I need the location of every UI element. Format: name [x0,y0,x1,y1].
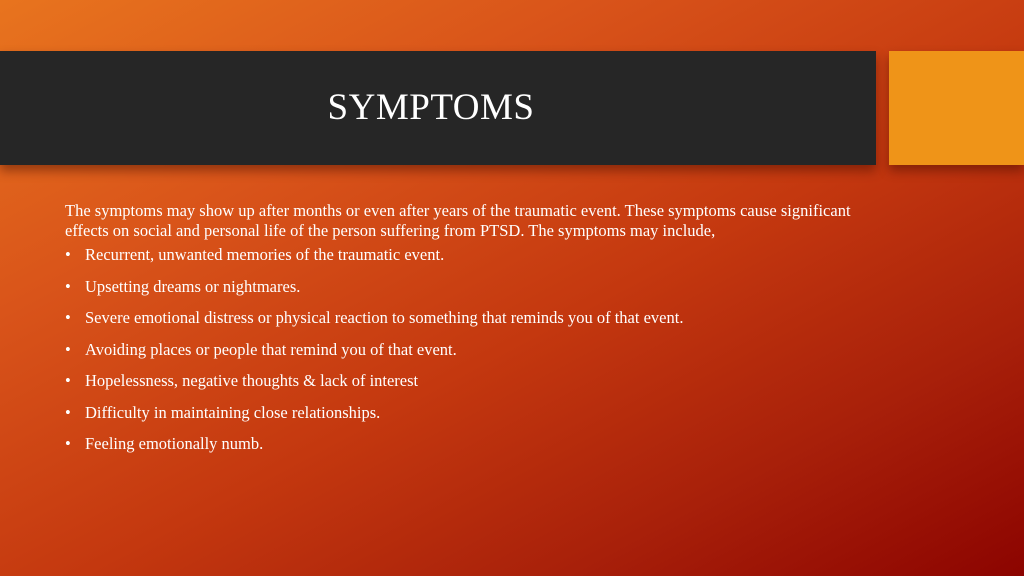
bullet-icon: • [65,402,71,422]
bullet-text: Recurrent, unwanted memories of the traumatic event. [85,245,445,264]
bullet-icon: • [65,434,71,453]
bullet-text: Feeling emotionally numb. [85,434,264,453]
bullet-text: Hopelessness, negative thoughts & lack of interest [85,371,419,390]
bullet-text: Avoiding places or people that remind you of that event. [85,339,457,359]
bullet-item [65,308,865,328]
accent-square [889,51,1024,165]
bullet-text: Severe emotional distress or physical reaction to something that reminds you of that event. [85,308,684,327]
bullet-icon: • [65,245,71,264]
bullet-icon: • [65,276,71,296]
bullet-text: Difficulty in maintaining close relationships. [85,402,381,422]
title-bar [0,51,876,165]
bullet-item [65,277,865,297]
bullet-item [65,340,865,360]
bullet-item [65,245,865,265]
intro-paragraph: The symptoms may show up after months or even after years of the traumatic event. These symptoms cause significant effects on social and personal life of the person suffering from PTSD. The symptoms may include, [65,201,851,240]
bullet-item [65,403,865,423]
bullet-icon: • [65,339,71,359]
bullet-icon: • [65,371,71,390]
bullet-item [65,371,865,391]
slide-title: SYMPTOMS [327,86,535,128]
bullet-icon: • [65,308,71,327]
bullet-item [65,434,865,454]
bullet-text: Upsetting dreams or nightmares. [85,276,301,296]
bullet-list [65,245,865,454]
content-body [65,201,865,466]
